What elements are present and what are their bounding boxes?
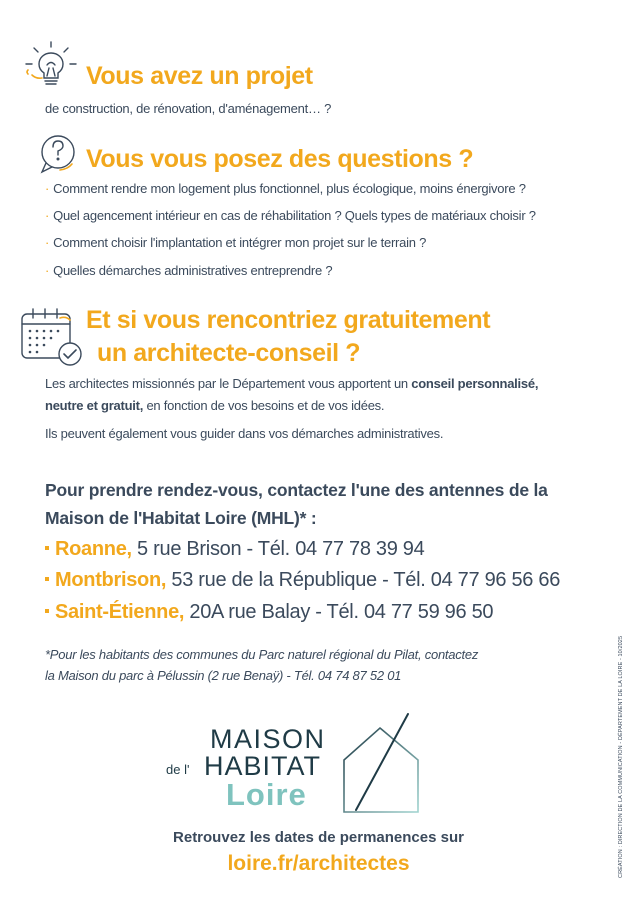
logo-maison: MAISON	[210, 724, 326, 754]
list-item: · Comment rendre mon logement plus fonctionnel, plus écologique, moins énergivore ?	[45, 181, 526, 196]
antenna-saint-etienne: Saint-Étienne, 20A rue Balay - Tél. 04 77 59 96 50	[45, 601, 493, 624]
section3-paragraph1-line1: Les architectes missionnés par le Département vous apportent un conseil personnalisé,	[45, 376, 539, 391]
logo-loire: Loire	[226, 777, 307, 812]
list-item: · Comment choisir l'implantation et intégrer mon projet sur le terrain ?	[45, 235, 427, 250]
contact-intro-line2: Maison de l'Habitat Loire (MHL)* :	[45, 508, 317, 528]
list-item: · Quelles démarches administratives entreprendre ?	[45, 263, 333, 278]
contact-intro-line1: Pour prendre rendez-vous, contactez l'une des antennes de la	[45, 480, 548, 500]
antenna-roanne: Roanne, 5 rue Brison - Tél. 04 77 78 39 94	[45, 538, 424, 561]
section3-paragraph2: Ils peuvent également vous guider dans vos démarches administratives.	[45, 426, 444, 441]
lightbulb-icon	[22, 40, 80, 90]
permanences-text: Retrouvez les dates de permanences sur	[173, 829, 464, 846]
section1-title: Vous avez un projet	[86, 62, 313, 90]
section2-title: Vous vous posez des questions ?	[86, 145, 474, 173]
section3-title-line1: Et si vous rencontriez gratuitement	[86, 306, 491, 334]
question-bubble-icon	[36, 132, 80, 176]
calendar-check-icon	[18, 304, 88, 370]
section3-title-line2: un architecte-conseil ?	[97, 339, 361, 367]
logo-de-l: de l'	[166, 762, 190, 777]
website-link[interactable]: loire.fr/architectes	[227, 852, 410, 875]
house-outline-icon	[336, 708, 426, 816]
antenna-montbrison: Montbrison, 53 rue de la République - Tél. 04 77 96 56 66	[45, 569, 560, 592]
credit-text: CRÉATION : DIRECTION DE LA COMMUNICATION - DÉPARTEMENT DE LA LOIRE - 10/2025	[618, 635, 624, 878]
footnote-line1: *Pour les habitants des communes du Parc naturel régional du Pilat, contactez	[45, 647, 479, 662]
logo-habitat: HABITAT	[204, 751, 322, 781]
section1-subtitle: de construction, de rénovation, d'aménagement… ?	[45, 101, 332, 116]
list-item: · Quel agencement intérieur en cas de réhabilitation ? Quels types de matériaux choisir ?	[45, 208, 536, 223]
section3-paragraph1-line2: neutre et gratuit, en fonction de vos besoins et de vos idées.	[45, 398, 385, 413]
footnote-line2: la Maison du parc à Pélussin (2 rue Benaÿ) - Tél. 04 74 87 52 01	[45, 668, 402, 683]
